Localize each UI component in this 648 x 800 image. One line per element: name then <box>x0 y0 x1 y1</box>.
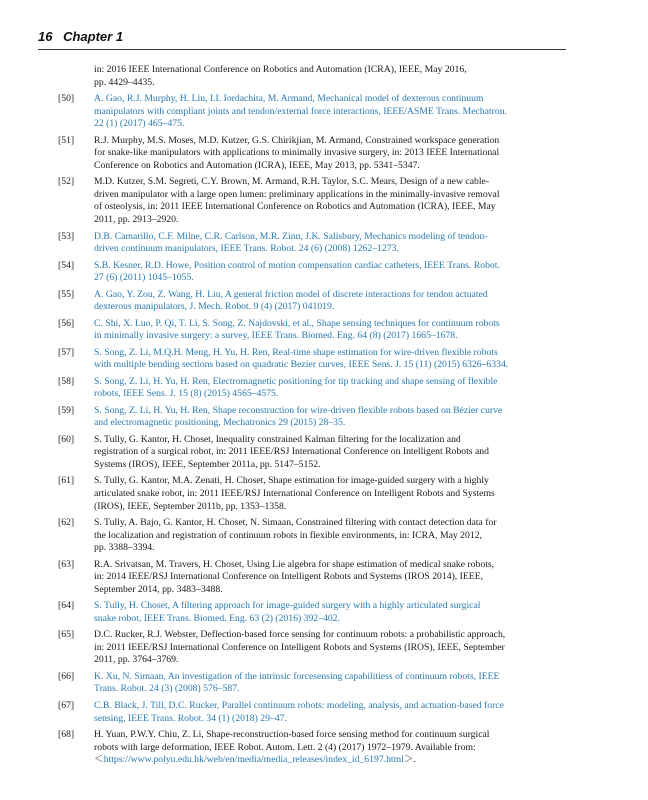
reference-text-line: A. Gao, R.J. Murphy, H. Liu, I.I. Iordachita, M. Armand, Mechanical model of dexterous continuum <box>94 93 484 105</box>
reference-number: [66] <box>58 670 75 682</box>
url-open-bracket: ＜ <box>94 754 104 766</box>
reference-number: [62] <box>58 516 75 528</box>
reference-text-line: S. Song, Z. Li, M.Q.H. Meng, H. Yu, H. Ren, Real-time shape estimation for wire-driven flexible robots <box>94 346 498 358</box>
reference-text-line: the localization and registration of continuum robots in flexible environments, in: ICRA, May 2012, <box>94 529 482 541</box>
reference-text-line: S. Tully, H. Choset, A filtering approach for image-guided surgery with a highly articulated surgical <box>94 600 481 612</box>
reference-text-line: driven continuum manipulators, IEEE Trans. Robot. 24 (6) (2008) 1262–1273. <box>94 243 399 255</box>
reference-text-line: R.J. Murphy, M.S. Moses, M.D. Kutzer, G.S. Chirikjian, M. Armand, Constrained workspace generation <box>94 134 500 146</box>
reference-entry[interactable] <box>58 600 564 625</box>
reference-number: [52] <box>58 176 75 188</box>
reference-text-line: registration of a surgical robot, in: 2011 IEEE/RSJ International Conference on Intelligent Robots and <box>94 446 489 458</box>
reference-entry[interactable] <box>58 231 564 256</box>
reference-text-line: driven manipulator with a large open lumen: preliminary applications in the minimally-invasive removal <box>94 188 500 200</box>
reference-text-line: 2011, pp. 2913–2920. <box>94 214 179 226</box>
reference-text-line: snake robot, IEEE Trans. Biomed. Eng. 63 (2) (2016) 392–402. <box>94 612 340 624</box>
url-close-bracket: ＞. <box>403 754 416 766</box>
reference-entry[interactable] <box>58 260 564 285</box>
reference-text-line: articulated snake robot, in: 2011 IEEE/RSJ International Conference on Intelligent Robots and Systems <box>94 487 495 499</box>
reference-text-line: in: 2014 IEEE/RSJ International Conference on Intelligent Robots and Systems (IROS 2014), IEEE, <box>94 571 484 583</box>
reference-entry <box>58 475 564 513</box>
reference-text-line: R.A. Srivatsan, M. Travers, H. Choset, Using Lie algebra for shape estimation of medical snake robots, <box>94 558 495 570</box>
reference-text-line: S. Tully, A. Bajo, G. Kantor, H. Choset, N. Simaan, Constrained filtering with contact detection data for <box>94 516 497 528</box>
reference-entry[interactable] <box>58 671 564 696</box>
reference-text-line: (IROS), IEEE, September 2011b, pp. 1353–1358. <box>94 500 287 512</box>
reference-text-line: K. Xu, N. Simaan, An investigation of the intrinsic forcesensing capabilitiess of continuum robots, IEEE <box>94 670 500 682</box>
reference-list <box>58 64 564 771</box>
reference-text-line: D.C. Rucker, R.J. Webster, Deflection-based force sensing for continuum robots: a probabilistic approach, <box>94 629 506 641</box>
reference-text-line: S. Tully, G. Kantor, M.A. Zenati, H. Choset, Shape estimation for image-guided surgery with a highly <box>94 475 489 487</box>
reference-text-line: H. Yuan, P.W.Y. Chiu, Z. Li, Shape-reconstruction-based force sensing method for continuum surgical <box>94 728 490 740</box>
reference-text-line: and electromagnetic positioning, Mechatronics 29 (2015) 28–35. <box>94 417 346 429</box>
reference-text-line: M.D. Kutzer, S.M. Segreti, C.Y. Brown, M. Armand, R.H. Taylor, S.C. Mears, Design of a new cable- <box>94 176 490 188</box>
reference-text-line: 22 (1) (2017) 465–475. <box>94 118 185 130</box>
reference-entry[interactable] <box>58 700 564 725</box>
reference-text-line: Trans. Robot. 24 (3) (2008) 576–587. <box>94 683 240 695</box>
continuation-line: in: 2016 IEEE International Conference on Robotics and Automation (ICRA), IEEE, May 2016, <box>94 64 467 75</box>
reference-text-line: Systems (IROS), IEEE, September 2011a, pp. 5147–5152. <box>94 458 321 470</box>
reference-entry[interactable] <box>58 405 564 430</box>
reference-text-line: S.B. Kesner, R.D. Howe, Position control of motion compensation cardiac catheters, IEEE Trans. Robot. <box>94 259 500 271</box>
reference-entry <box>58 176 564 226</box>
reference-text-line: Conference on Robotics and Automation (ICRA), IEEE, May 2013, pp. 5341–5347. <box>94 159 420 171</box>
chapter-title: Chapter 1 <box>63 29 124 44</box>
reference-number: [60] <box>58 433 75 445</box>
reference-entry[interactable] <box>58 376 564 401</box>
reference-text-line: in: 2011 IEEE/RSJ International Conference on Intelligent Robots and Systems (IROS), IEEE, September <box>94 641 505 653</box>
reference-number: [51] <box>58 134 75 146</box>
reference-number: [63] <box>58 558 75 570</box>
reference-url-link[interactable]: https://www.polyu.edu.hk/web/en/media/media_releases/index_id_6197.html <box>103 754 404 766</box>
reference-text-line: for snake-like manipulators with applications to minimally invasive surgery, in: 2013 IEEE International <box>94 147 500 159</box>
reference-text-line: of osteolysis, in: 2011 IEEE International Conference on Robotics and Automation (ICRA), IEEE, May <box>94 201 496 213</box>
reference-text-line: pp. 3388–3394. <box>94 542 155 554</box>
reference-entry <box>58 517 564 555</box>
reference-entry <box>58 135 564 173</box>
reference-number: [68] <box>58 728 75 740</box>
reference-text-line: C.B. Black, J. Till, D.C. Rucker, Parallel continuum robots: modeling, analysis, and actuation-based force <box>94 699 504 711</box>
reference-entry[interactable] <box>58 347 564 372</box>
reference-text-line: 27 (6) (2011) 1045–1055. <box>94 272 194 284</box>
reference-number: [50] <box>58 93 75 105</box>
reference-text-line: S. Tully, G. Kantor, H. Choset, Inequality constrained Kalman filtering for the localization and <box>94 433 461 445</box>
reference-number: [65] <box>58 629 75 641</box>
reference-text-line: with multiple bending sections based on quadratic Bezier curves, IEEE Sens. J. 15 (11) (2015) 6326–6334. <box>94 359 509 371</box>
reference-text-line: in minimally invasive surgery: a survey, IEEE Trans. Biomed. Eng. 64 (8) (2017) 1665–1678. <box>94 330 458 342</box>
reference-entry <box>58 729 564 767</box>
reference-number: [59] <box>58 404 75 416</box>
reference-entry <box>58 629 564 667</box>
reference-url-line <box>94 754 564 767</box>
reference-number: [53] <box>58 230 75 242</box>
page-number: 16 <box>38 29 53 44</box>
reference-text-line: September 2014, pp. 3483–3488. <box>94 583 223 595</box>
reference-text-line: S. Song, Z. Li, H. Yu, H. Ren, Electromagnetic positioning for tip tracking and shape sensing of flexible <box>94 375 498 387</box>
reference-number: [67] <box>58 699 75 711</box>
reference-text-line: S. Song, Z. Li, H. Yu, H. Ren, Shape reconstruction for wire-driven flexible robots based on Bézier curve <box>94 404 503 416</box>
reference-number: [58] <box>58 375 75 387</box>
reference-entry <box>58 559 564 597</box>
reference-number: [64] <box>58 600 75 612</box>
reference-number: [54] <box>58 259 75 271</box>
reference-text-line: sensing, IEEE Trans. Robot. 34 (1) (2018) 29–47. <box>94 712 287 724</box>
reference-entry[interactable] <box>58 93 564 131</box>
header-rule <box>38 49 566 50</box>
reference-continuation <box>58 64 564 89</box>
reference-number: [61] <box>58 475 75 487</box>
reference-text-line: C. Shi, X. Luo, P. Qi, T. Li, S. Song, Z. Najdovski, et al., Shape sensing techniques for continuum robots <box>94 317 500 329</box>
reference-number: [55] <box>58 288 75 300</box>
reference-text-line: manipulators with compliant joints and tendon/external force interactions, IEEE/ASME Trans. Mechatron. <box>94 105 507 117</box>
reference-entry[interactable] <box>58 289 564 314</box>
reference-number: [57] <box>58 346 75 358</box>
reference-entry <box>58 434 564 472</box>
reference-text-line: robots with large deformation, IEEE Robot. Autom. Lett. 2 (4) (2017) 1972–1979. Available from: <box>94 741 476 753</box>
reference-text-line: robots, IEEE Sens. J. 15 (8) (2015) 4565–4575. <box>94 388 279 400</box>
page-header <box>38 29 566 44</box>
reference-text-line: 2011, pp. 3764–3769. <box>94 654 179 666</box>
continuation-line: pp. 4429–4435. <box>94 76 155 88</box>
reference-text-line: A. Gao, Y. Zou, Z. Wang, H. Liu, A general friction model of discrete interactions for tendon actuated <box>94 288 488 300</box>
reference-text-line: D.B. Camarillo, C.F. Milne, C.R. Carlson, M.R. Zinn, J.K. Salisbury, Mechanics modeling of tendon- <box>94 230 488 242</box>
reference-text-line: dexterous manipulators, J. Mech. Robot. 9 (4) (2017) 041019. <box>94 301 335 313</box>
reference-entry[interactable] <box>58 318 564 343</box>
reference-number: [56] <box>58 317 75 329</box>
